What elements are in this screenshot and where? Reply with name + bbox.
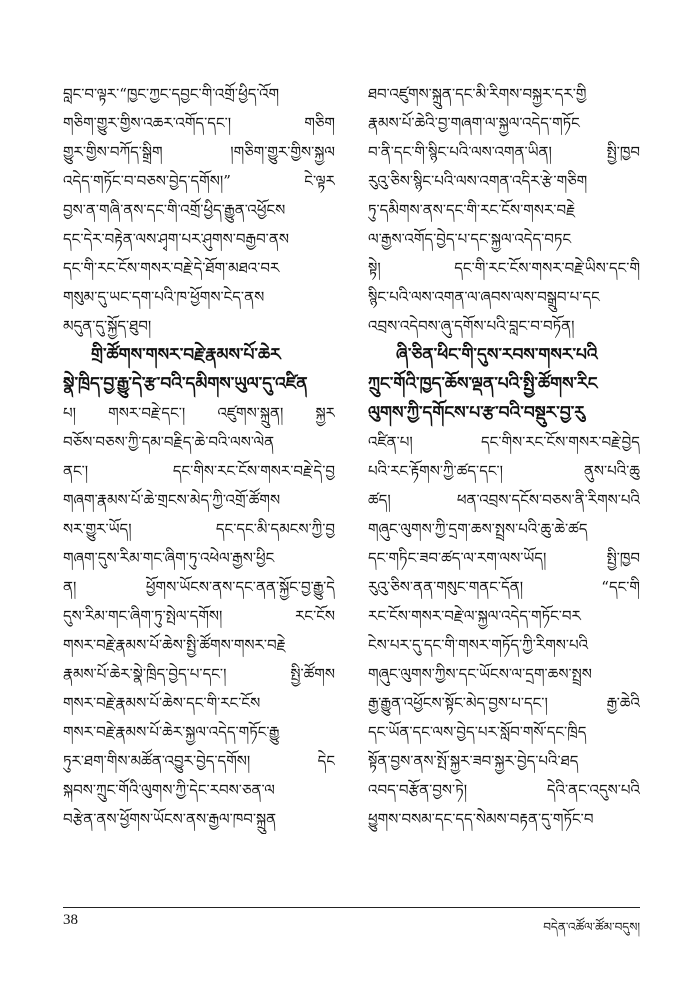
text-line: སྙིང་པའི་ལས་འགན་ལ་ཞབས་ལས་བསྒྲུབ་པ་དང <box>368 288 600 306</box>
text-line: བྱས་ན་གཞི་ནས་དང་གི་འགྲོ་ཕྱིད་རྒྱུན་འཕྱོངས <box>63 201 286 219</box>
left-text-column <box>63 80 335 834</box>
text-line: རྣམས་པོ་ཆེར་སྣེ་ཁྲིད་བྱེད་པ་དང་། སྤྱི་ཚོགས <box>63 665 335 683</box>
text-line: བླང་བ་ལྟར་“ཁྱང་ཀྱང་དབྱང་གི་འགྲོ་ཕྱིད་འོག <box>63 85 280 103</box>
text-line: བརྩེན་ནས་ཕྱོགས་ཡོངས་ནས་རྒྱལ་ཁབ་སྐྲུན <box>63 810 277 828</box>
text-line: རང་ངོས་གསར་བརྗེ་ལ་སྐྱལ་འདེད་གཏོང་བར <box>368 607 581 625</box>
text-line: ཚད། ཕན་འབྲས་དངོས་བཅས་ནི་རིགས་པའི <box>368 491 640 509</box>
section-heading-line: གྲི་ཚོགས་གསར་བརྗེ་རྣམས་པོ་ཆེར <box>91 345 281 365</box>
text-line: དང་ཡོན་དང་ལས་བྱེད་པར་སློབ་གསོ་དང་ཁྲིད <box>368 723 587 741</box>
section-heading-line: སྣེ་ཁྲིད་བྱ་རྒྱུ་དེ་རྩ་བའི་དམིགས་ཡུལ་དུ་འཛིན <box>63 374 308 394</box>
running-title: བདེན་འཚོལ་ཚོམ་བདུས། <box>543 920 640 934</box>
text-line: དང་དེར་བརྟེན་ལས་ཤྭག་པར་ཤུགས་བརྒྱབ་ནས <box>63 230 289 248</box>
footer-divider <box>63 907 640 908</box>
text-line: དང་གི་རང་ངོས་གསར་བརྗེ་དེ་ཐོག་མཐའ་བར <box>63 259 280 277</box>
text-line: ཐབ་འཛུགས་སྐྲུན་དང་མི་རིགས་བསྐྱར་དར་གྱི <box>368 85 587 103</box>
text-line: ཏུ་དམིགས་ནས་དང་གི་རང་ངོས་གསར་བརྗེ <box>368 201 576 219</box>
text-line: འདེད་གཏོང་བ་བཅས་བྱེད་དགོས།” ངེ་ལྟར <box>63 172 335 190</box>
text-line: གསུམ་དུ་ཡང་དག་པའི་ཁ་ཕྱོགས་ངེད་ནས <box>63 288 265 306</box>
section-heading-line: ཀྲུང་གོའི་ཁྱད་ཆོས་ལྡན་པའི་སྤྱི་ཚོགས་རིང <box>368 374 598 394</box>
right-text-column <box>368 80 640 834</box>
text-line: རུའུ་ཅིས་ནན་གསུང་གནང་དོན། “དང་གི <box>368 578 640 596</box>
text-line: འབྲས་འདེབས་ཞུ་དགོས་པའི་བླང་བ་བཏོན། <box>368 317 575 335</box>
text-line: གྱུར་གྱིས་བཀོད་སྒྲིག །གཅིག་གྱུར་གྱིས་སྐྱལ <box>63 143 335 161</box>
text-line: གཞུང་ལུགས་ཀྱི་དྲག་ཆས་སྤྲས་པའི་ཆུ་ཆེ་ཚད <box>368 520 588 538</box>
section-heading-line: ལུགས་ཀྱི་དགོངས་པ་རྩ་བའི་བསྡུར་བྱ་རུ <box>368 403 585 423</box>
text-line: གསར་བརྗེ་རྣམས་པོ་ཆེར་སྐྱལ་འདེད་གཏོང་རྒྱུ <box>63 723 280 741</box>
text-line: དུས་རིམ་གང་ཞིག་ཏུ་སྤེལ་དགོས། རང་ངོས <box>63 607 335 625</box>
text-line: རྣམས་པོ་ཆེའི་བྱ་གཞག་ལ་སྐྱལ་འདེད་གཏོང <box>368 114 580 132</box>
text-line: མདུན་དུ་སྐྱོད་ཐུབ། <box>63 317 152 335</box>
text-line: པ། གསར་བརྗེ་དང་། འཛུགས་སྐྲུན། སྐྱར <box>63 404 335 422</box>
page-number: 38 <box>63 912 78 928</box>
text-line: རུའུ་ཅིས་སྙིང་པའི་ལས་འགན་འདིར་རྩེ་གཅིག <box>368 172 588 190</box>
section-heading-line: ཞི་ཅིན་ཕིང་གི་དུས་རབས་གསར་པའི <box>396 345 598 365</box>
text-line: རྒྱ་རྒྱུན་འཕྱོངས་སྟོང་མེད་བྱས་པ་དང་། རྒྱ་ཆེའི <box>368 694 640 712</box>
text-line: འབད་བརྩོན་བྱས་ཏེ། དེའི་ནང་འདུས་པའི <box>368 781 640 799</box>
text-line: སྟོན་བྱས་ནས་སྤོ་སྐྱར་ཟབ་སྐྱར་བྱེད་པའི་ཐད <box>368 752 579 770</box>
text-line: སྐབས་ཀྲུང་གོའི་ལུགས་ཀྱི་དེང་རབས་ཅན་ལ <box>63 781 275 799</box>
text-line: ཏུར་ཐག་གིས་མཚོན་འབྱུར་བྱེད་དགོས། དེང <box>63 752 335 770</box>
text-line: སར་གྱུར་ཡོད། དང་དང་མི་དམངས་ཀྱི་བྱ <box>63 520 335 538</box>
text-line: པའི་རང་རྟོགས་ཀྱི་ཚད་དང་། ནུས་པའི་ཆུ <box>368 462 640 480</box>
text-line: གསར་བརྗེ་རྣམས་པོ་ཆེས་དང་གི་རང་ངོས <box>63 694 261 712</box>
text-line: དང་གཏིང་ཟབ་ཚད་ལ་རག་ལས་ཡོད། སྤྱི་ཁྱབ <box>368 549 640 567</box>
text-line: སྟེ། དང་གི་རང་ངོས་གསར་བརྗེ་ཡིས་དང་གི <box>368 259 640 277</box>
text-line: ན། ཕྱོགས་ཡོངས་ནས་དང་ནན་སྐྱོང་བྱ་རྒྱུ་དེ <box>63 578 335 596</box>
text-line: གསར་བརྗེ་རྣམས་པོ་ཆེས་སྤྱི་ཚོགས་གསར་བརྗེ <box>63 636 286 654</box>
text-line: གཞག་དུས་རིམ་གང་ཞིག་ཏུ་འཕེལ་རྒྱས་ཕྱིང <box>63 549 275 567</box>
text-line: འཛིན་པ། དང་གིས་རང་ངོས་གསར་བརྗེ་བྱེད <box>368 433 640 451</box>
text-line: གཞུང་ལུགས་ཀྱིས་དང་ཡོངས་ལ་དྲག་ཆས་སྤྲས <box>368 665 592 683</box>
text-line: གཞག་རྣམས་པོ་ཆེ་གྲངས་མེད་ཀྱི་འགྲོ་ཚོགས <box>63 491 281 509</box>
text-line: ངེས་པར་དུ་དང་གི་གསར་གཏོད་ཀྱི་རིགས་པའི <box>368 636 589 654</box>
text-line: བ་ནི་དང་གི་སྙིང་པའི་ལས་འགན་ཡིན། སྤྱི་ཁྱབ <box>368 143 640 161</box>
text-line: ལ་རྒྱས་འགོད་བྱེད་པ་དང་སྐྱལ་འདེད་བཏང <box>368 230 572 248</box>
text-line: གཅིག་གྱུར་གྱིས་འཆར་འགོད་དང་། གཅིག <box>63 114 335 132</box>
text-line: ནང་། དང་གིས་རང་ངོས་གསར་བརྗེ་དེ་བྱ <box>63 462 335 480</box>
text-line: ཕྱུགས་བསམ་དང་དད་སེམས་བརྟན་དུ་གཏོང་བ <box>368 810 594 828</box>
text-line: བཅོས་བཅས་ཀྱི་དམ་བརྗིད་ཆེ་བའི་ལས་ལེན <box>63 433 275 451</box>
